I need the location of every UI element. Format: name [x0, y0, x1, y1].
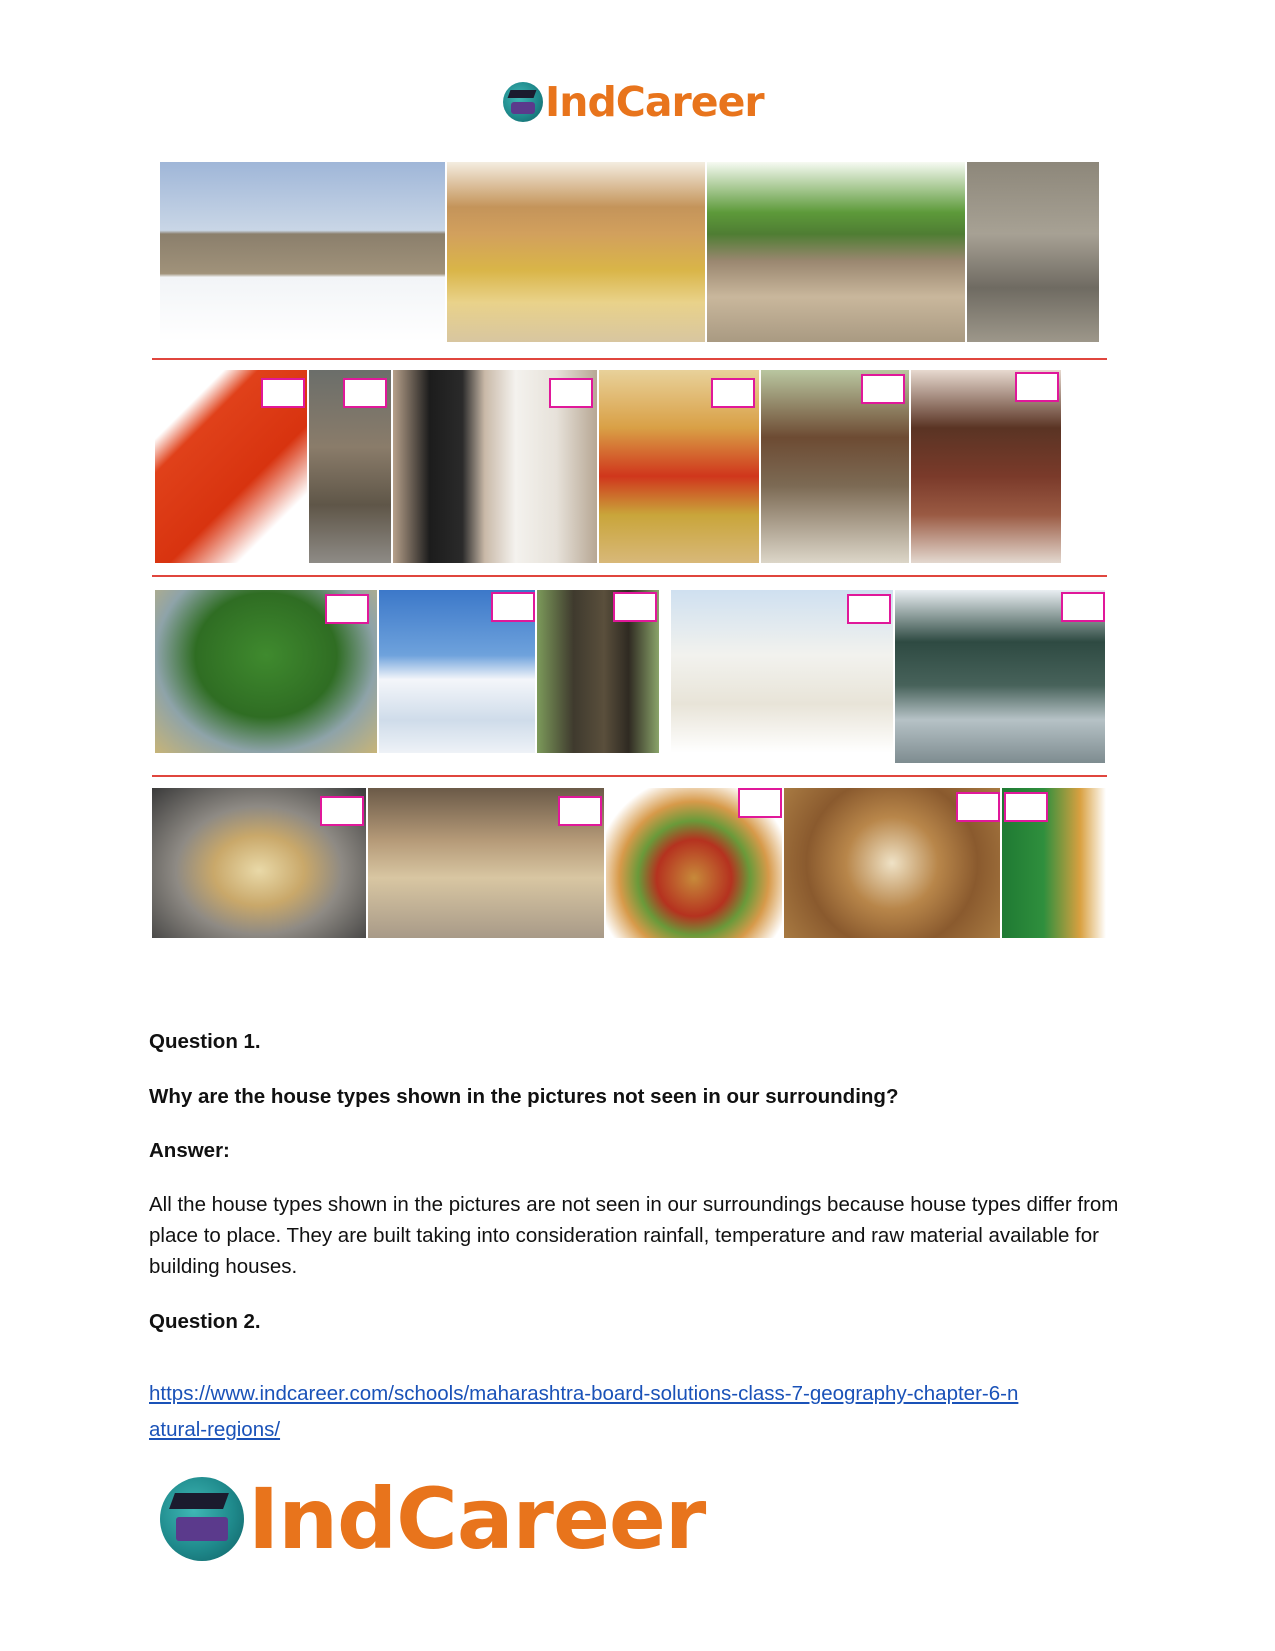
- label-box[interactable]: [861, 374, 905, 404]
- coniferous-forest-image: [895, 590, 1105, 763]
- label-box[interactable]: [491, 592, 535, 622]
- tribal-men-image: [761, 370, 909, 563]
- tropical-tree-trunk-image: [537, 590, 659, 753]
- label-box[interactable]: [738, 788, 782, 818]
- label-box[interactable]: [1061, 592, 1105, 622]
- separator-line: [152, 575, 1107, 577]
- rajasthani-women-image: [599, 370, 759, 563]
- indcareer-logo-top: [503, 78, 764, 126]
- nature-strip: [155, 590, 1107, 763]
- source-link-line-1[interactable]: https://www.indcareer.com/schools/maharashtra-board-solutions-class-7-geography-chapter-6-n: [149, 1382, 1019, 1405]
- source-link-line-2[interactable]: atural-regions/: [149, 1418, 281, 1441]
- label-box[interactable]: [613, 592, 657, 622]
- separator-line: [152, 358, 1107, 360]
- label-box[interactable]: [549, 378, 593, 408]
- graduation-book-icon: [160, 1477, 244, 1561]
- question-1-label: Question 1.: [149, 1030, 261, 1053]
- label-box[interactable]: [1004, 792, 1048, 822]
- question-1-text: Why are the house types shown in the pictures not seen in our surrounding?: [149, 1085, 899, 1108]
- penguins-image: [379, 590, 535, 753]
- polar-bears-image: [671, 590, 893, 753]
- round-huts-image: [707, 162, 965, 342]
- clothing-strip: [155, 370, 1063, 563]
- indian-thali-image: [152, 788, 366, 938]
- label-box[interactable]: [325, 594, 369, 624]
- roti-meal-image: [368, 788, 604, 938]
- label-box[interactable]: [847, 594, 891, 624]
- food-strip: [152, 788, 1108, 938]
- label-box[interactable]: [261, 378, 305, 408]
- source-link[interactable]: [149, 1376, 1129, 1448]
- brand-name: IndCareer: [248, 1470, 706, 1568]
- houses-strip: [160, 162, 1101, 342]
- label-box[interactable]: [343, 378, 387, 408]
- banana-leaf-meal-image: [1002, 788, 1106, 938]
- label-box[interactable]: [558, 796, 602, 826]
- red-saree-image: [155, 370, 307, 563]
- mango-tree-image: [155, 590, 377, 753]
- graduation-book-icon: [503, 82, 543, 122]
- thatched-mud-houses-image: [447, 162, 705, 342]
- answer-text: All the house types shown in the pictures are not seen in our surroundings because house types differ from place to place. They are built taking into consideration rainfall, temperature and raw material available for building houses.: [149, 1193, 1119, 1278]
- separator-line: [152, 775, 1107, 777]
- desert-robes-image: [393, 370, 597, 563]
- igloo-tent-image: [160, 162, 445, 342]
- dry-fruits-image: [784, 788, 1000, 938]
- tribal-dress-image: [309, 370, 391, 563]
- burger-image: [606, 788, 782, 938]
- indcareer-logo-bottom: [160, 1470, 705, 1568]
- label-box[interactable]: [1015, 372, 1059, 402]
- answer-label: Answer:: [149, 1139, 230, 1162]
- stone-house-image: [967, 162, 1099, 342]
- brand-name: IndCareer: [545, 78, 764, 126]
- label-box[interactable]: [320, 796, 364, 826]
- question-2-label: Question 2.: [149, 1310, 261, 1333]
- label-box[interactable]: [956, 792, 1000, 822]
- label-box[interactable]: [711, 378, 755, 408]
- tribal-women-image: [911, 370, 1061, 563]
